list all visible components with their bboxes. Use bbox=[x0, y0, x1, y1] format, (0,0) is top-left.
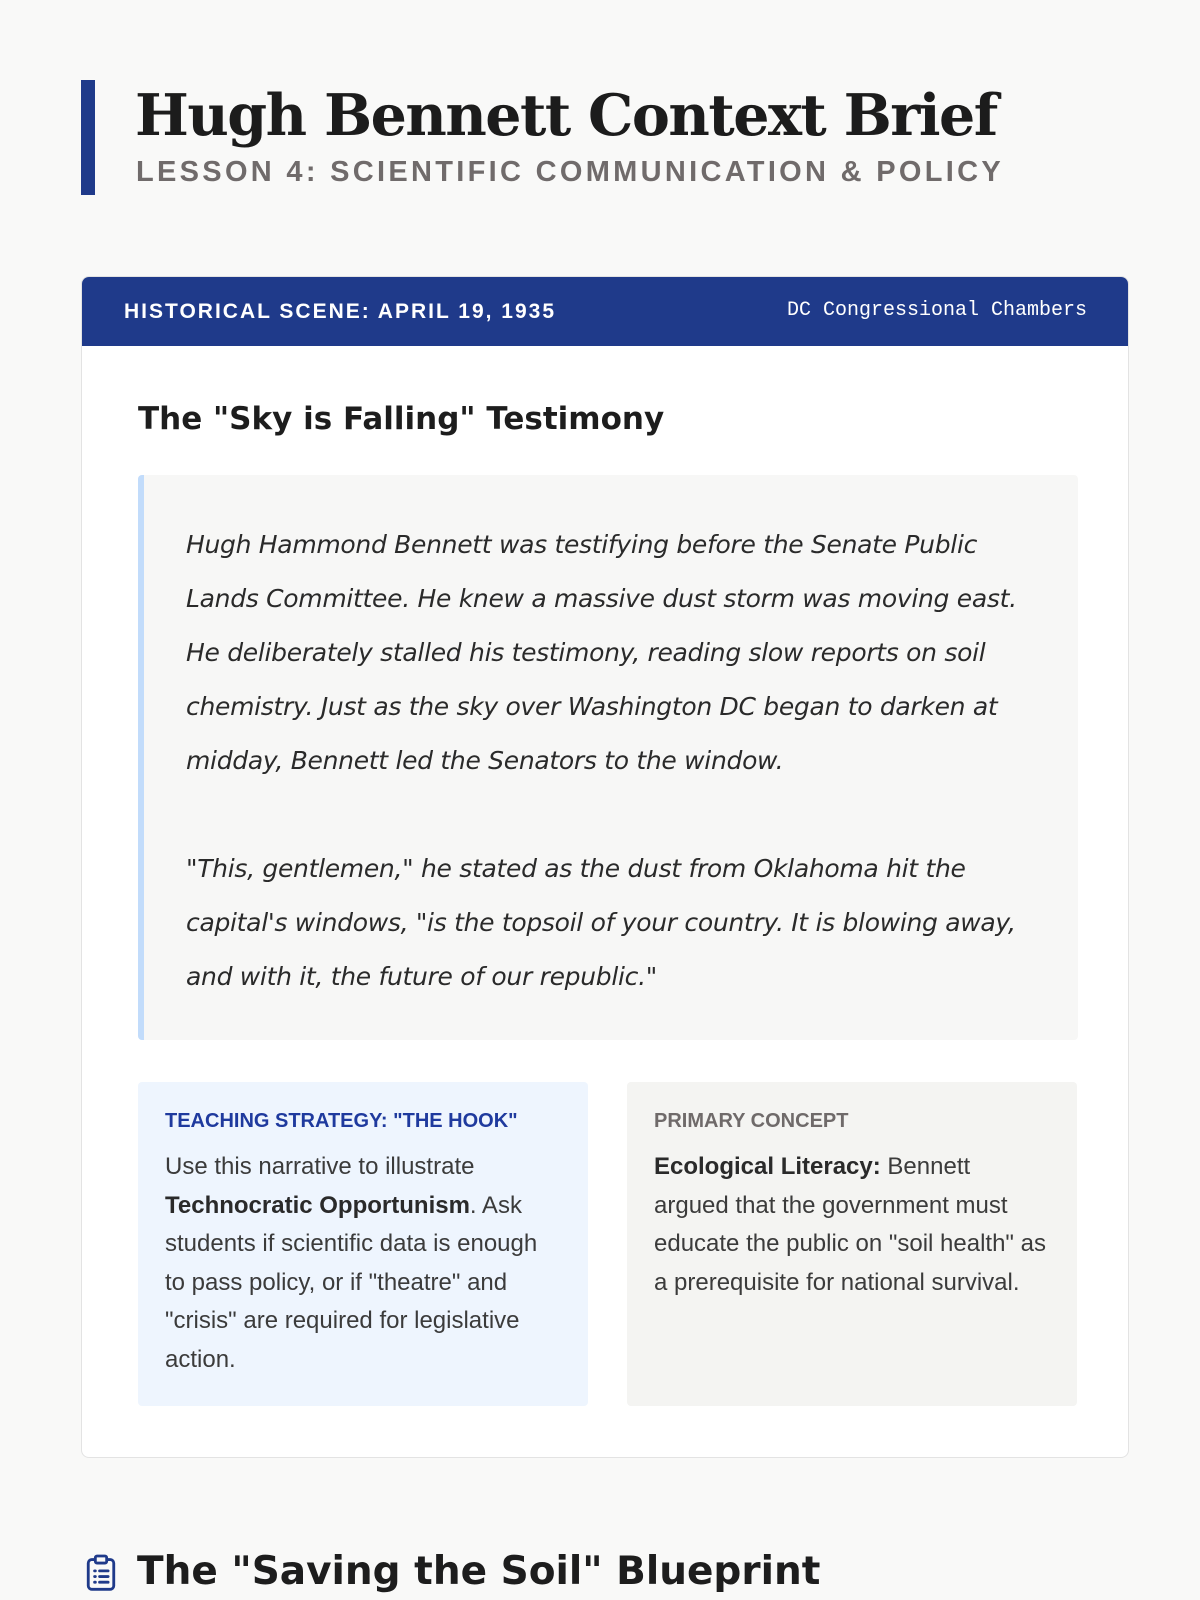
primary-concept-label: PRIMARY CONCEPT bbox=[654, 1110, 849, 1132]
page-header bbox=[81, 80, 1131, 195]
primary-concept-box bbox=[627, 1082, 1077, 1406]
concept-text-after: Bennett argued that the government must educate the public on "soil health" as a prerequisite for national survival. bbox=[654, 1153, 1046, 1296]
historical-scene-card bbox=[81, 276, 1129, 1458]
testimony-quote bbox=[138, 475, 1078, 1040]
scene-location: DC Congressional Chambers bbox=[786, 299, 1087, 322]
header-accent-bar bbox=[81, 80, 95, 195]
teaching-strategy-text bbox=[165, 1148, 561, 1379]
scene-date-label: HISTORICAL SCENE: APRIL 19, 1935 bbox=[124, 300, 557, 323]
strategy-text-before: Use this narrative to illustrate bbox=[165, 1153, 475, 1180]
teaching-strategy-label: TEACHING STRATEGY: "THE HOOK" bbox=[165, 1110, 518, 1132]
blueprint-title: The "Saving the Soil" Blueprint bbox=[137, 1549, 821, 1594]
strategy-bold-term: Technocratic Opportunism bbox=[165, 1191, 470, 1219]
concept-bold-term: Ecological Literacy: bbox=[654, 1153, 881, 1180]
scene-title: The "Sky is Falling" Testimony bbox=[138, 401, 665, 437]
quote-paragraph: "This, gentlemen," he stated as the dust from Oklahoma hit the capital's windows, "is the topsoil of your country. It is blowing away, and with it, the future of our republic." bbox=[186, 854, 1016, 991]
quote-paragraph: Hugh Hammond Bennett was testifying before the Senate Public Lands Committee. He knew a massive dust storm was moving east. He deliberately stalled his testimony, reading slow reports on soil chemistry. Just as the sky over Washington DC began to darken at midday, Bennett led the Senators to the window. bbox=[186, 530, 1017, 775]
clipboard-list-icon bbox=[84, 1554, 118, 1592]
teaching-strategy-box bbox=[138, 1082, 588, 1406]
page-title: Hugh Bennett Context Brief bbox=[135, 82, 997, 149]
strategy-text-after: . Ask students if scientific data is enough to pass policy, or if "theatre" and "crisis" are required for legislative action. bbox=[165, 1191, 538, 1373]
scene-card-header bbox=[82, 277, 1128, 346]
primary-concept-text bbox=[654, 1148, 1050, 1302]
page-subtitle: LESSON 4: SCIENTIFIC COMMUNICATION & POLICY bbox=[136, 156, 1004, 188]
